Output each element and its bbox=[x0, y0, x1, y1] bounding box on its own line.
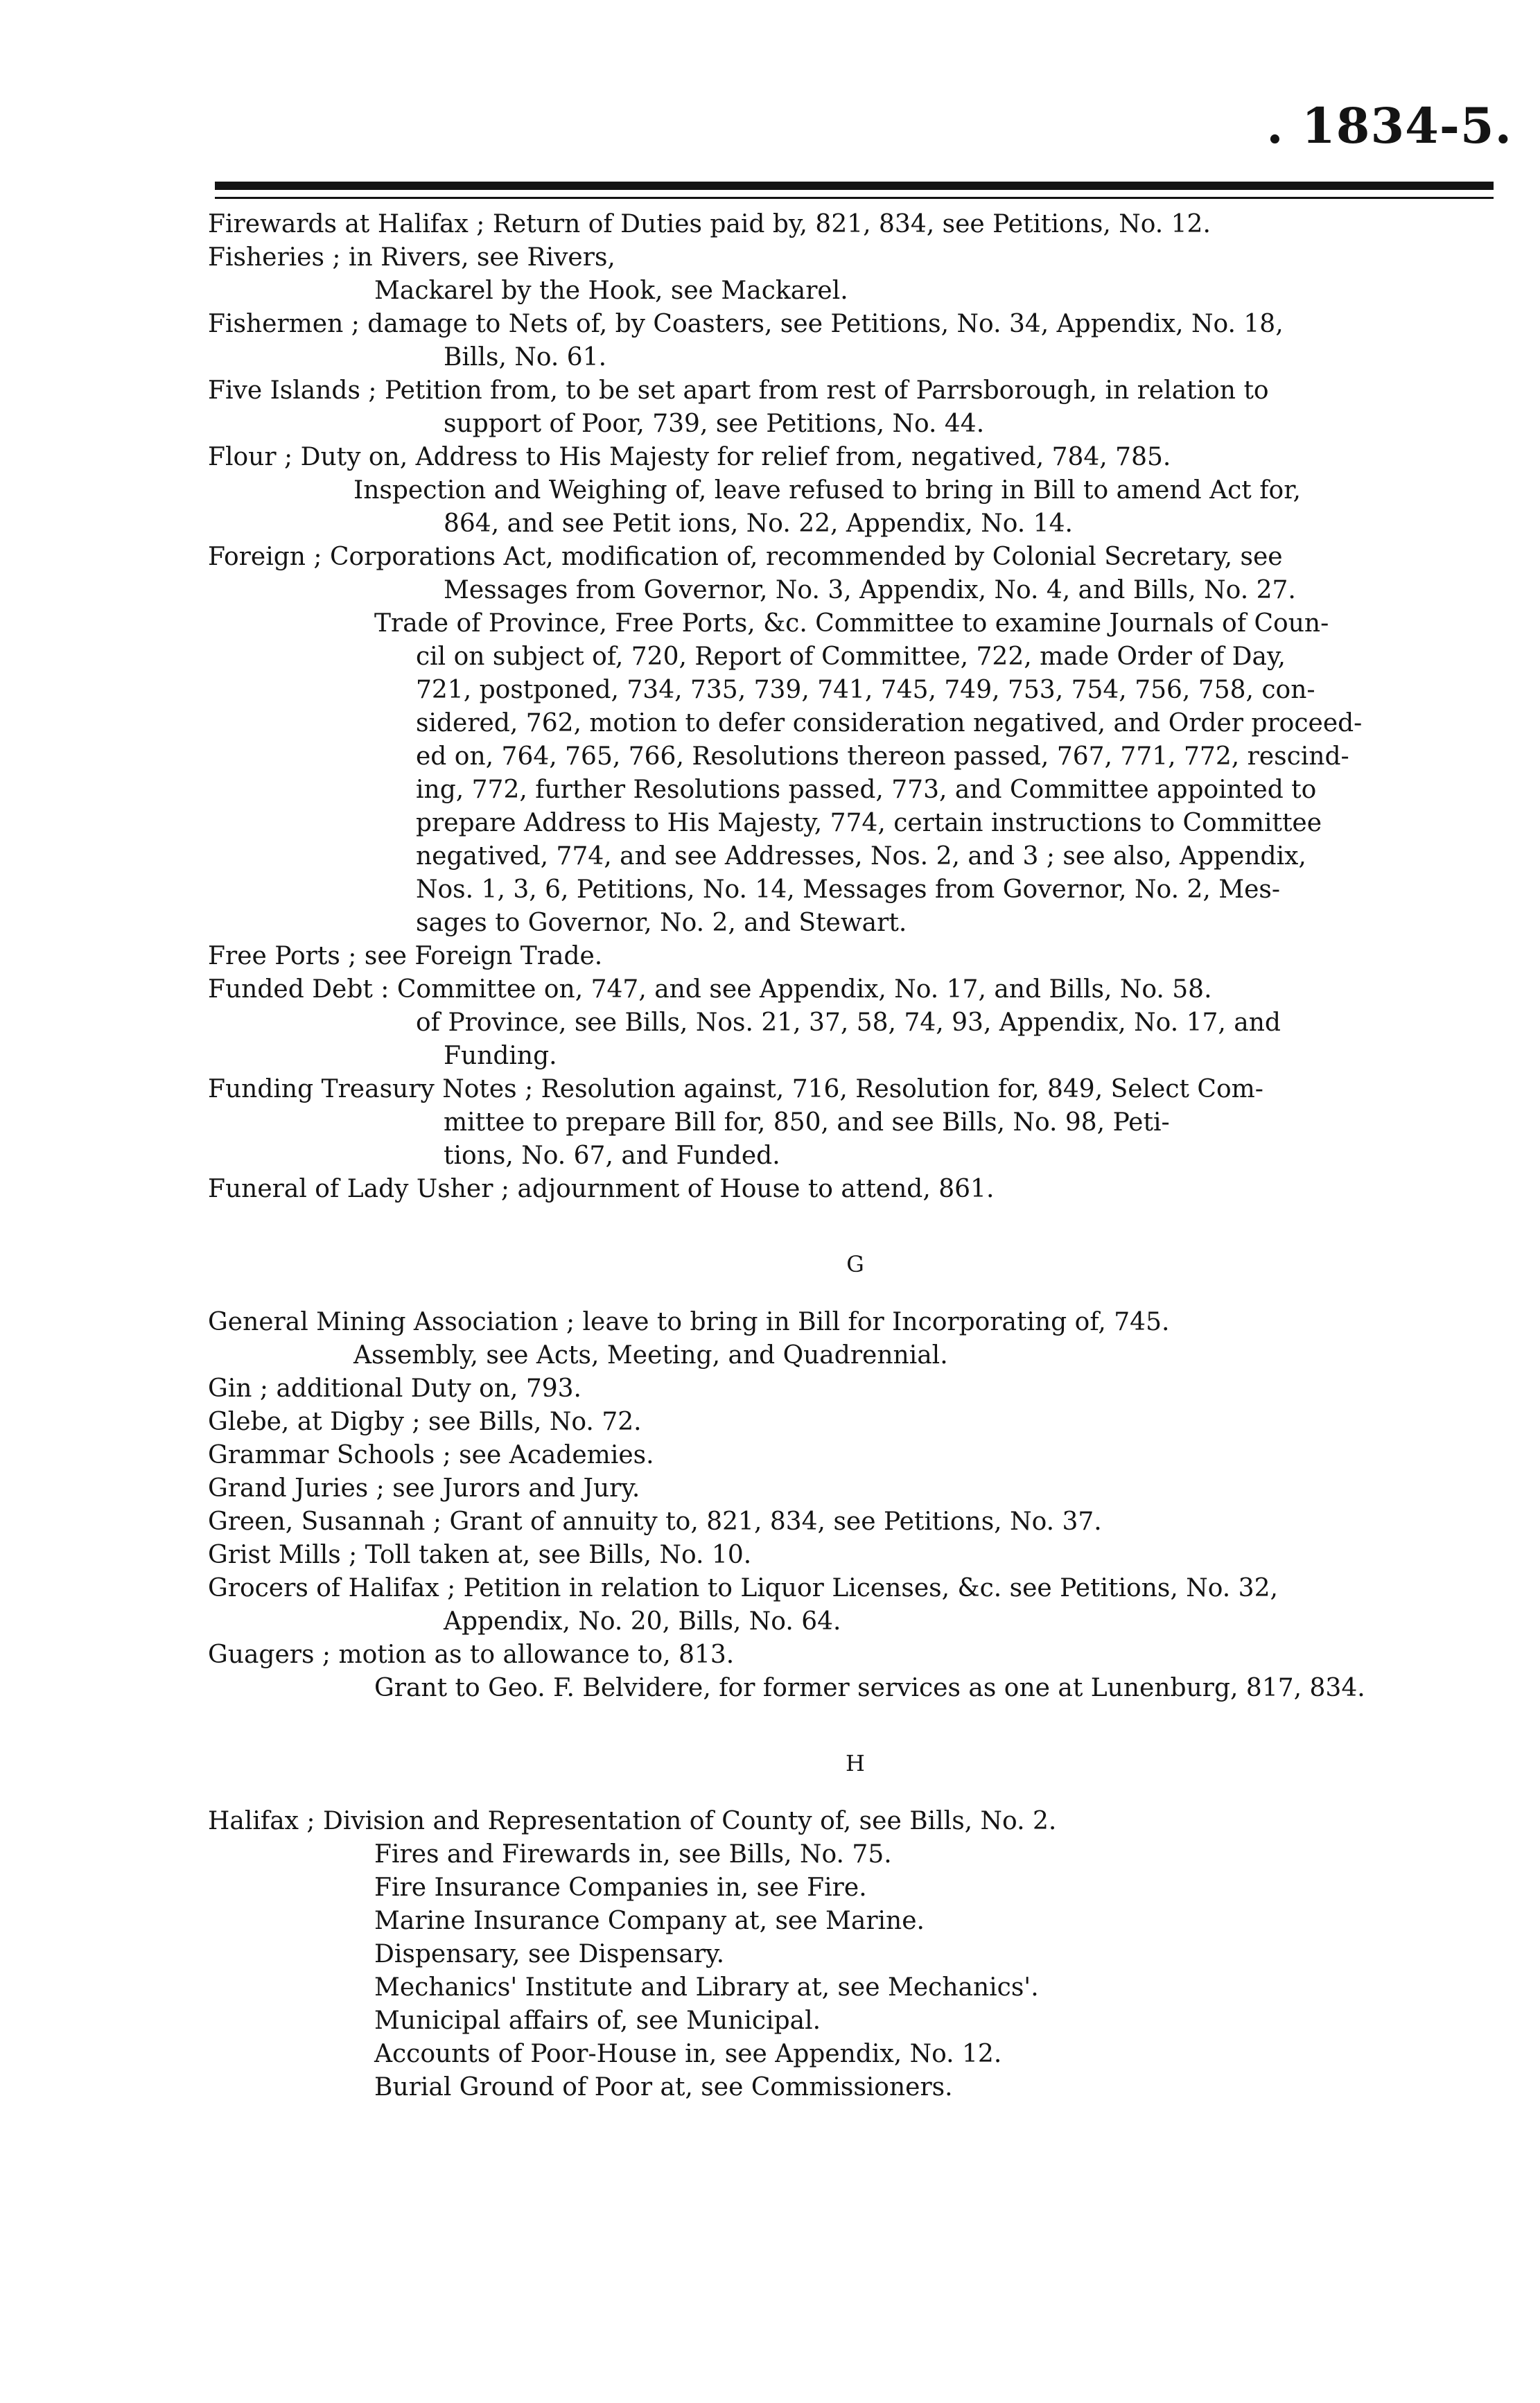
index-entry: Flour ; Duty on, Address to His Majesty for relief from, negatived, 784, 785. bbox=[208, 443, 1171, 471]
index-entry: Funeral of Lady Usher ; adjournment of House to attend, 861. bbox=[208, 1175, 995, 1203]
index-entry: Five Islands ; Petition from, to be set apart from rest of Parrsborough, in relation to bbox=[208, 376, 1269, 405]
index-entry: Free Ports ; see Foreign Trade. bbox=[208, 942, 603, 970]
header-rule-thick bbox=[215, 182, 1494, 190]
index-entry: ed on, 764, 765, 766, Resolutions thereon passed, 767, 771, 772, rescind- bbox=[416, 742, 1349, 771]
index-entry: Burial Ground of Poor at, see Commissioners. bbox=[374, 2073, 953, 2101]
index-entry: Grand Juries ; see Jurors and Jury. bbox=[208, 1474, 640, 1503]
index-entry: Assembly, see Acts, Meeting, and Quadrennial. bbox=[353, 1341, 948, 1370]
index-entry: 864, and see Petit ions, No. 22, Appendix, No. 14. bbox=[444, 509, 1073, 538]
index-entry: Accounts of Poor-House in, see Appendix, No. 12. bbox=[374, 2040, 1002, 2068]
index-entry: Dispensary, see Dispensary. bbox=[374, 1940, 725, 1968]
index-entry: Fisheries ; in Rivers, see Rivers, bbox=[208, 243, 615, 272]
index-entry: mittee to prepare Bill for, 850, and see Bills, No. 98, Peti- bbox=[444, 1108, 1170, 1137]
index-entry: Municipal affairs of, see Municipal. bbox=[374, 2007, 821, 2035]
index-entry: Messages from Governor, No. 3, Appendix, No. 4, and Bills, No. 27. bbox=[444, 576, 1296, 604]
index-entry: Grist Mills ; Toll taken at, see Bills, No. 10. bbox=[208, 1541, 752, 1569]
index-entry: Grammar Schools ; see Academies. bbox=[208, 1441, 654, 1469]
index-entry: Appendix, No. 20, Bills, No. 64. bbox=[444, 1607, 841, 1636]
index-entry: Grant to Geo. F. Belvidere, for former services as one at Lunenburg, 817, 834. bbox=[374, 1674, 1365, 1702]
index-entry: Mechanics' Institute and Library at, see Mechanics'. bbox=[374, 1973, 1039, 2002]
index-entry: cil on subject of, 720, Report of Committee, 722, made Order of Day, bbox=[416, 643, 1286, 671]
index-entry: Marine Insurance Company at, see Marine. bbox=[374, 1907, 925, 1935]
index-entry: Fishermen ; damage to Nets of, by Coasters, see Petitions, No. 34, Appendix, No. 18, bbox=[208, 310, 1284, 338]
section-letter: G bbox=[846, 1251, 866, 1277]
index-entry: Bills, No. 61. bbox=[444, 343, 607, 372]
index-entry: Grocers of Halifax ; Petition in relation to Liquor Licenses, &c. see Petitions, No. 32, bbox=[208, 1574, 1278, 1602]
index-content bbox=[208, 208, 1504, 2104]
index-entry: Firewards at Halifax ; Return of Duties paid by, 821, 834, see Petitions, No. 12. bbox=[208, 210, 1211, 238]
index-entry: Nos. 1, 3, 6, Petitions, No. 14, Messages from Governor, No. 2, Mes- bbox=[416, 875, 1281, 904]
index-entry: Gin ; additional Duty on, 793. bbox=[208, 1374, 581, 1403]
index-entry: Funding Treasury Notes ; Resolution against, 716, Resolution for, 849, Select Com- bbox=[208, 1075, 1263, 1103]
index-entry: Guagers ; motion as to allowance to, 813. bbox=[208, 1641, 735, 1669]
index-entry: General Mining Association ; leave to bring in Bill for Incorporating of, 745. bbox=[208, 1308, 1170, 1336]
index-entry: Mackarel by the Hook, see Mackarel. bbox=[374, 277, 848, 305]
index-entry: sages to Governor, No. 2, and Stewart. bbox=[416, 909, 907, 937]
index-entry: negatived, 774, and see Addresses, Nos. 2, and 3 ; see also, Appendix, bbox=[416, 842, 1306, 871]
index-entry: Fires and Firewards in, see Bills, No. 75. bbox=[374, 1840, 892, 1869]
index-entry: of Province, see Bills, Nos. 21, 37, 58, 74, 93, Appendix, No. 17, and bbox=[416, 1008, 1281, 1037]
index-entry: tions, No. 67, and Funded. bbox=[444, 1142, 780, 1170]
index-entry: Inspection and Weighing of, leave refused to bring in Bill to amend Act for, bbox=[353, 476, 1301, 505]
index-entry: support of Poor, 739, see Petitions, No. 44. bbox=[444, 410, 985, 438]
header-rule-thin bbox=[215, 197, 1494, 199]
index-entry: prepare Address to His Majesty, 774, certain instructions to Committee bbox=[416, 809, 1322, 837]
index-entry: Trade of Province, Free Ports, &c. Committee to examine Journals of Coun- bbox=[374, 609, 1329, 638]
index-entry: Halifax ; Division and Representation of County of, see Bills, No. 2. bbox=[208, 1807, 1057, 1835]
index-entry: Funding. bbox=[444, 1042, 557, 1070]
index-entry: Green, Susannah ; Grant of annuity to, 821, 834, see Petitions, No. 37. bbox=[208, 1508, 1102, 1536]
index-entry: 721, postponed, 734, 735, 739, 741, 745, 749, 753, 754, 756, 758, con- bbox=[416, 676, 1315, 704]
index-entry: Foreign ; Corporations Act, modification of, recommended by Colonial Secretary, see bbox=[208, 543, 1283, 571]
index-entry: Glebe, at Digby ; see Bills, No. 72. bbox=[208, 1408, 642, 1436]
page-year-header: . 1834-5. bbox=[1266, 97, 1512, 155]
index-entry: Fire Insurance Companies in, see Fire. bbox=[374, 1873, 867, 1902]
index-entry: Funded Debt : Committee on, 747, and see Appendix, No. 17, and Bills, No. 58. bbox=[208, 975, 1212, 1004]
index-entry: sidered, 762, motion to defer consideration negatived, and Order proceed- bbox=[416, 709, 1363, 737]
index-entry: ing, 772, further Resolutions passed, 773, and Committee appointed to bbox=[416, 776, 1317, 804]
section-letter: H bbox=[846, 1750, 866, 1776]
